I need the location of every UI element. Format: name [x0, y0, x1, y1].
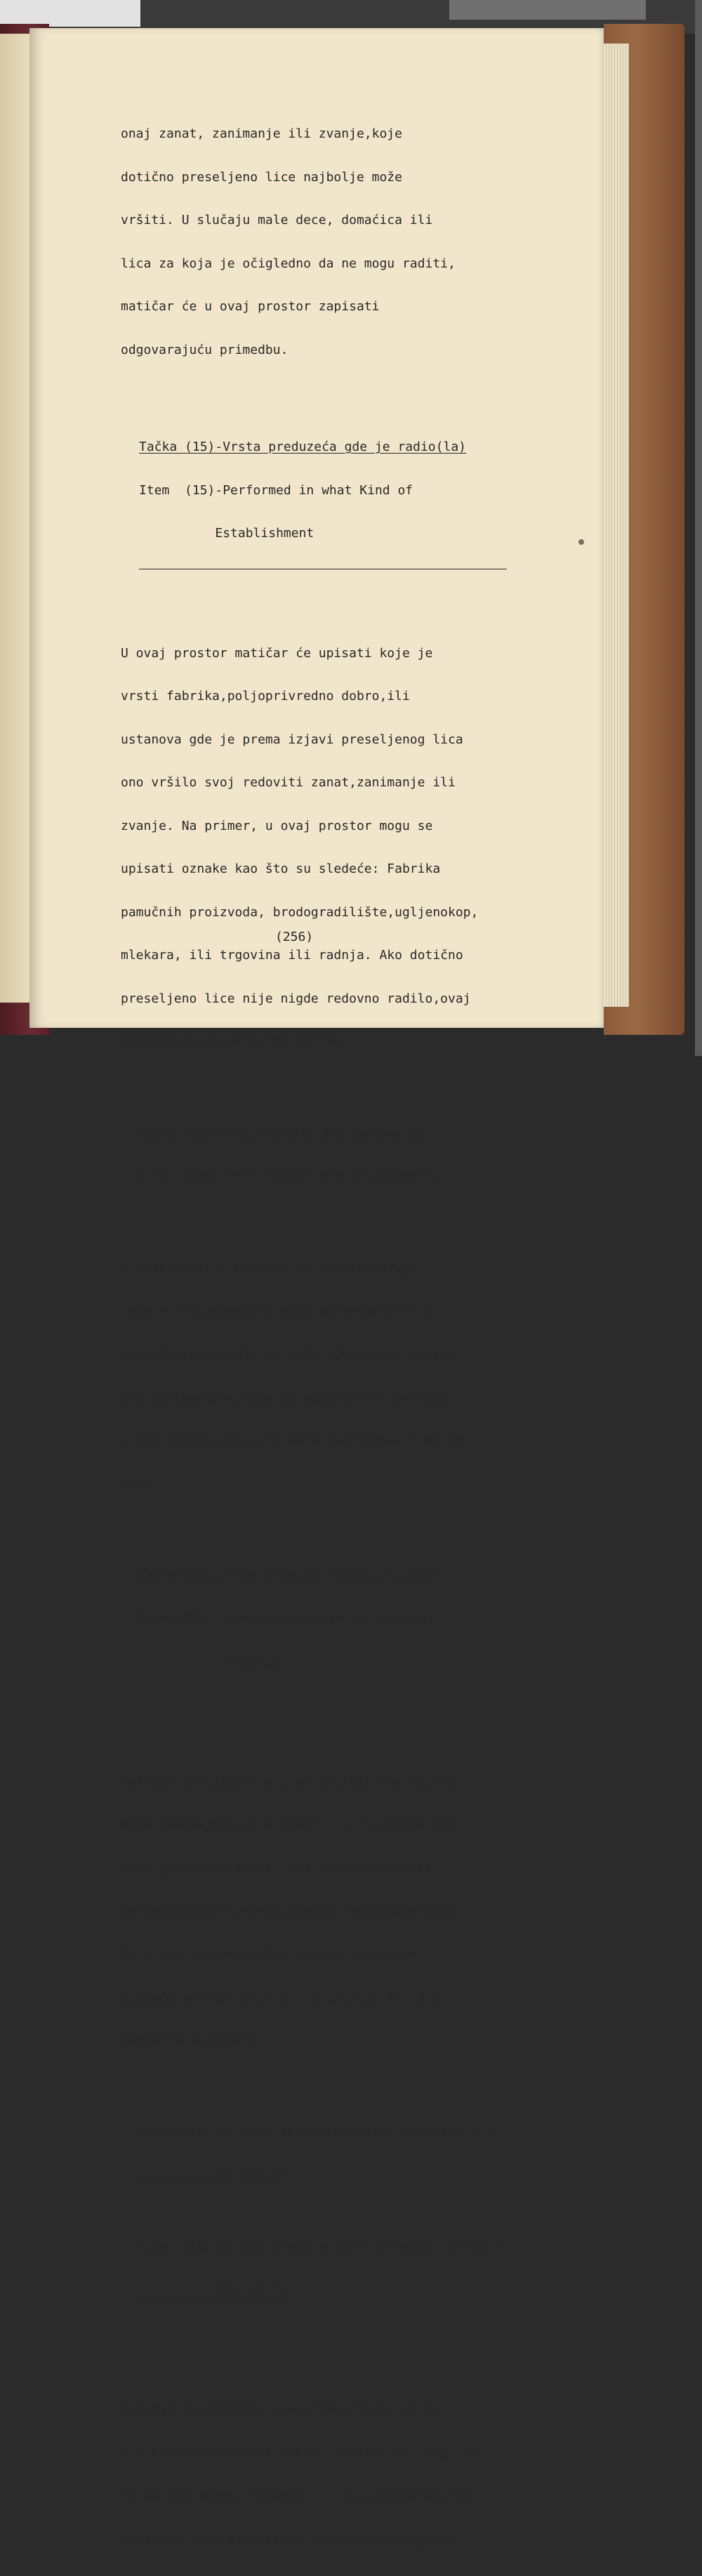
scan-margin-grey: [449, 0, 646, 20]
item-16-serbian: Tačka (16)-Drugi zanati ili zanimanja: [139, 1125, 420, 1141]
item-18-serbian: Tačka (18)-Tvrdite li da ste ratni zarobljenik?: [135, 2125, 493, 2140]
facing-page-edge: [0, 34, 34, 1003]
english-requirement-text: ispuniti na engleskom jeziku: [121, 1903, 334, 1919]
item-18-english-cont: Yes or no.: [135, 2283, 295, 2297]
item-17-heading: [139, 1540, 570, 1727]
page-number: (256): [275, 930, 314, 944]
paragraph-other-trades: [121, 1233, 570, 1521]
text-line: [121, 1905, 570, 1920]
text-span: . Ako preseljeno: [333, 1903, 456, 1919]
text-line: onaj zanat, zanimanje ili zvanje,koje: [121, 126, 402, 141]
text-line: lice govori samo jedan jezik, taj jezik: [121, 1947, 418, 1962]
item-18-serbian-cont: da ili ne.: [135, 2168, 295, 2183]
text-line: izjavljuje da može da vrši. Ovi drugi zanati: [121, 1347, 456, 1362]
text-line: [121, 1861, 570, 1876]
item-18-heading: [135, 2097, 570, 2355]
text-line: ili zanimanja moraju se upisati u onom redu,: [121, 1390, 456, 1405]
text-line: upisati oznake kao što su sledeće: Fabrika: [121, 861, 441, 876]
text-line: ono vršilo svoj redoviti zanat,zanimanje ili: [121, 775, 456, 790]
item-17-english-cont: Fluency.: [139, 1654, 284, 1670]
text-span: koje govori najbolje.: [121, 1861, 289, 1875]
text-line: će se zabeležiti oznakom ( ✓ ) u odgovarajućem: [121, 2488, 471, 2504]
scan-margin-right: [695, 0, 702, 1056]
text-line: upisaće se u prostor a., a prostor b., i c: [121, 1990, 441, 2005]
text-line: odgovarajuću primedbu.: [121, 342, 289, 357]
book-page: [29, 28, 604, 2547]
divider-line: [135, 2325, 549, 2326]
text-line: mlekara, ili trgovina ili radnja. Ako dotično: [121, 948, 463, 963]
scan-margin-light: [0, 0, 140, 27]
item-15-serbian: Tačka (15)-Vrsta preduzeća gde je radio(la): [139, 440, 466, 454]
text-line: matičar će u ovaj prostor zapisati: [121, 299, 380, 314]
divider-line: [135, 2211, 535, 2212]
text-line: zvanje. Na primer, u ovaj prostor mogu se: [121, 818, 433, 833]
paragraph-languages: [121, 1746, 570, 2078]
paragraph-establishment: [121, 618, 570, 1078]
text-line: pamučnih proizvoda, brodogradilište,ugljenokop,: [121, 904, 479, 920]
paragraph-occupation: [121, 98, 570, 386]
text-line: vrsti fabrika,poljoprivredno dobro,ili: [121, 689, 410, 704]
text-line: ostaviće se prazni.: [121, 2033, 265, 2048]
text-line: U ovaj prostor matičar će upisati koje je: [121, 645, 433, 661]
item-16-english: Item (16)-Other Trades and Occupations.: [139, 1169, 444, 1184]
text-line: vršiti. U slučaju male dece, domaćica ili: [121, 213, 433, 227]
text-line: preseljeno lice nije nigde redovno radilo,ovaj: [121, 991, 471, 1006]
item-15-english: Item (15)-Performed in what Kind of: [139, 482, 413, 498]
text-line: Matičar će upisati u ovaj prostor one jezike,: [121, 1774, 463, 1789]
item-16-heading: [139, 1098, 570, 1213]
text-line: ustanova gde je prema izjavi preseljenog lica: [121, 732, 463, 747]
ink-spot: [578, 539, 584, 545]
text-line: U ovaj prostor matičar će upisati druge: [121, 1260, 418, 1276]
text-line: koje preseljeno lice govori, i to najpre one,: [121, 1817, 463, 1832]
text-line: prostor će se ostaviti prazan.: [121, 1034, 350, 1049]
page-content: [121, 98, 570, 2576]
text-line: ono izjavljuje da je ratni zarobljenik. Odgovor: [121, 2445, 479, 2460]
text-line: prostoru. Ako preseljeno lice ne zna odgovor: [121, 2532, 456, 2547]
text-line: dotično preseljeno lice najbolje može: [121, 169, 402, 185]
item-17-serbian: Tačka(17)- Jezici,kojima najbolje vlada.: [139, 1568, 444, 1583]
item-17-english: Item (17)- Languages spoken in order of: [139, 1611, 436, 1626]
item-18-english: Item (18)-Do you Claim to be a Prisoner of War?: [135, 2239, 501, 2254]
text-line: zanate ili zanimanja,koje preseljeno lice: [121, 1304, 433, 1319]
item-15-english-cont: Establishment: [139, 526, 314, 541]
text-line: lica za koja je očigledno da ne mogu raditi,: [121, 256, 456, 271]
divider-line: [139, 1697, 500, 1698]
paragraph-prisoner-of-war: [121, 2374, 570, 2576]
text-line: u kom preseljeno lice kaže da bi želelo da ih: [121, 1433, 463, 1448]
english-requirement-text: Ova rubrika mora se: [288, 1861, 433, 1875]
item-15-heading: [139, 411, 570, 598]
text-line: Matičar će zapitati preseljeno lice, da li: [121, 2402, 441, 2417]
text-line: vrši.: [121, 1477, 159, 1491]
